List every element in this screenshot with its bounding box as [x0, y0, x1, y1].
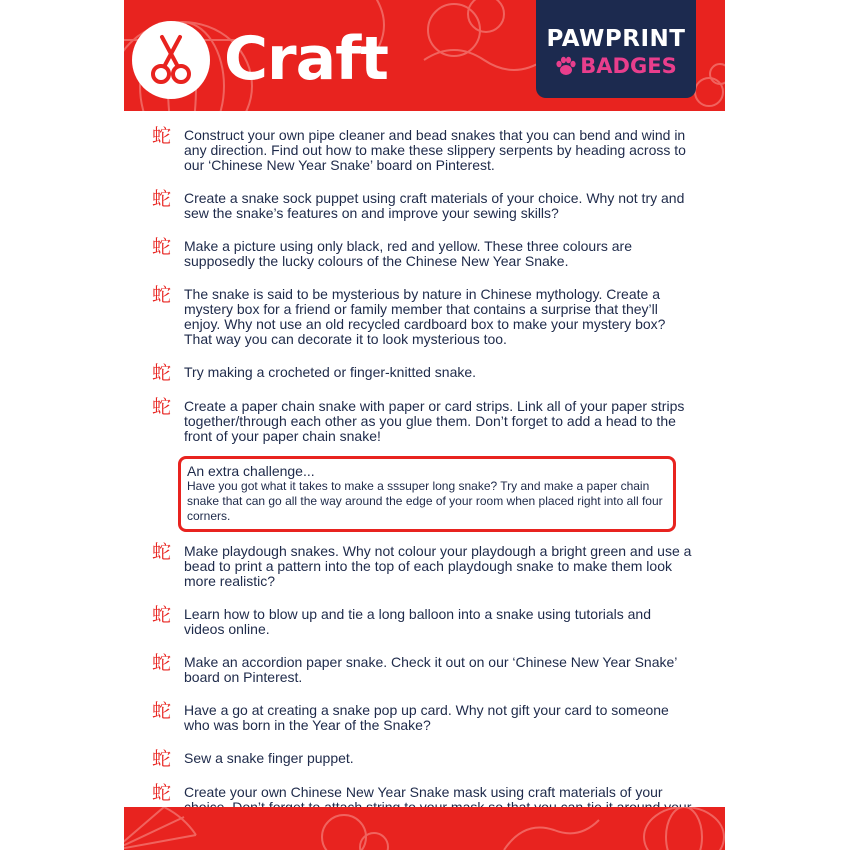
paw-icon	[555, 56, 577, 76]
list-item-text: The snake is said to be mysterious by nature in Chinese mythology. Create a mystery box for a friend or family member that contains a surprise that they’ll enjoy. Why not use an old recycled cardboard box to make your mystery box? That way you can decorate it to look mysterious too.	[184, 286, 666, 347]
list-item	[152, 652, 692, 685]
list-item	[152, 284, 692, 347]
list-item	[152, 362, 692, 384]
list-item-text: Create a snake sock puppet using craft materials of your choice. Why not try and sew the snake’s features on and improve your sewing skills?	[184, 190, 685, 221]
list-item-text: Create a paper chain snake with paper or card strips. Link all of your paper strips together/through each other as you glue them. Don’t forget to add a head to the front of your paper chain snake!	[184, 398, 685, 444]
pawprint-badges-logo	[536, 0, 696, 98]
list-item-text: Try making a crocheted or finger-knitted snake.	[184, 364, 477, 380]
list-item-text: Create your own Chinese New Year Snake mask using craft materials of your	[184, 784, 663, 800]
craft-activity-list	[152, 125, 692, 830]
snake-character-icon: 蛇	[152, 236, 172, 258]
list-item-text: Construct your own pipe cleaner and bead snakes that you can bend and wind in any direction. Find out how to make these slippery serpents by heading across to our ‘Chinese New Year Snake’ board on Pinterest.	[184, 127, 686, 173]
list-item-text: Make playdough snakes. Why not colour your playdough a bright green and use a bead to print a pattern into the top of each playdough snake to make them look more realistic?	[184, 543, 692, 589]
snake-character-icon: 蛇	[152, 396, 172, 418]
brand-name-top: PAWPRINT	[546, 26, 686, 52]
page-title: Craft	[224, 24, 388, 94]
list-item	[152, 700, 692, 733]
brand-name-bottom: BADGES	[580, 54, 677, 78]
list-item-text: Sew a snake finger puppet.	[184, 750, 354, 766]
snake-character-icon: 蛇	[152, 362, 172, 384]
list-item	[152, 125, 692, 173]
list-item	[152, 236, 692, 269]
header-banner	[124, 0, 725, 111]
list-item-text: Have a go at creating a snake pop up card. Why not gift your card to someone who was born in the Year of the Snake?	[184, 702, 669, 733]
snake-character-icon: 蛇	[152, 284, 172, 306]
brand-name-bottom-row	[555, 54, 676, 79]
list-item	[152, 604, 692, 637]
craft-page	[124, 0, 725, 850]
list-item-text: Learn how to blow up and tie a long balloon into a snake using tutorials and videos online.	[184, 606, 651, 637]
list-item	[152, 541, 692, 589]
list-item-text: Make an accordion paper snake. Check it out on our ‘Chinese New Year Snake’ board on Pinterest.	[184, 654, 677, 685]
challenge-body: Have you got what it takes to make a sssuper long snake? Try and make a paper chain snake that can go all the way around the edge of your room when placed right into all four corners.	[187, 479, 663, 523]
challenge-title: An extra challenge...	[187, 463, 315, 479]
snake-character-icon: 蛇	[152, 188, 172, 210]
snake-character-icon: 蛇	[152, 700, 172, 722]
snake-character-icon: 蛇	[152, 782, 172, 804]
list-item	[152, 748, 692, 770]
list-item-text: Make a picture using only black, red and yellow. These three colours are supposedly the lucky colours of the Chinese New Year Snake.	[184, 238, 632, 269]
list-item	[152, 188, 692, 221]
snake-character-icon: 蛇	[152, 748, 172, 770]
list-item	[152, 396, 692, 444]
extra-challenge-box	[178, 456, 676, 532]
scissors-badge	[132, 21, 210, 99]
footer-banner	[124, 807, 725, 850]
fan-decoration	[124, 807, 725, 850]
scissors-icon	[132, 21, 210, 99]
snake-character-icon: 蛇	[152, 541, 172, 563]
snake-character-icon: 蛇	[152, 125, 172, 147]
snake-character-icon: 蛇	[152, 652, 172, 674]
snake-character-icon: 蛇	[152, 604, 172, 626]
